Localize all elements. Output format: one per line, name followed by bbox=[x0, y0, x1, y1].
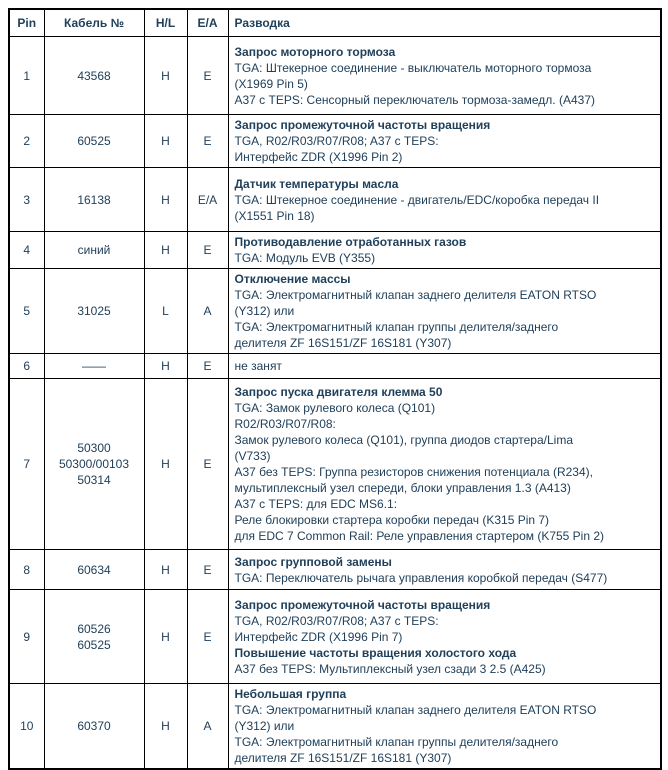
table-row bbox=[9, 379, 661, 550]
cable-number: 50314 bbox=[77, 473, 111, 487]
wiring-line: для EDC 7 Common Rail: Реле управления стартером (K755 Pin 2) bbox=[234, 529, 605, 543]
hl-cell: H bbox=[144, 168, 187, 232]
pin-cell: 1 bbox=[9, 37, 44, 115]
cable-cell bbox=[44, 232, 144, 269]
wiring-heading: Запрос пуска двигателя клемма 50 bbox=[234, 385, 443, 399]
hl-cell: H bbox=[144, 550, 187, 590]
table-row bbox=[9, 684, 661, 770]
wiring-heading: Запрос моторного тормоза bbox=[234, 44, 396, 59]
table-row bbox=[9, 37, 661, 115]
wiring-line: (X1969 Pin 5) bbox=[234, 76, 308, 91]
wiring-line: TGA: Электромагнитный клапан заднего делителя EATON RTSO bbox=[234, 288, 597, 302]
wiring-line: TGA: Замок рулевого колеса (Q101) bbox=[234, 401, 436, 415]
wiring-cell bbox=[228, 269, 661, 354]
wiring-line: TGA: Переключатель рычага управления коробкой передач (S477) bbox=[234, 570, 608, 585]
wiring-line: TGA: Штекерное соединение - выключатель моторного тормоза bbox=[234, 60, 592, 75]
pin-cell: 6 bbox=[9, 354, 44, 379]
wiring-line: A37 без TEPS: Группа резисторов снижения потенциала (R234), bbox=[234, 465, 593, 479]
ea-cell: A bbox=[187, 269, 228, 354]
wiring-heading: Датчик температуры масла bbox=[234, 176, 399, 191]
header-hl: H/L bbox=[144, 9, 187, 37]
pin-cell: 4 bbox=[9, 232, 44, 269]
hl-cell: H bbox=[144, 115, 187, 168]
cable-number: 16138 bbox=[77, 192, 111, 207]
wiring-heading: Отключение массы bbox=[234, 272, 351, 286]
wiring-line: R02/R03/R07/R08: bbox=[234, 417, 336, 431]
cable-cell bbox=[44, 37, 144, 115]
wiring-cell bbox=[228, 37, 661, 115]
cable-cell bbox=[44, 590, 144, 684]
header-cable: Кабель № bbox=[44, 9, 144, 37]
cable-cell bbox=[44, 684, 144, 770]
pin-cell: 2 bbox=[9, 115, 44, 168]
header-wiring: Разводка bbox=[228, 9, 661, 37]
cable-number: 60634 bbox=[77, 562, 111, 577]
ea-cell: A bbox=[187, 684, 228, 770]
wiring-cell bbox=[228, 354, 661, 379]
pin-cell: 5 bbox=[9, 269, 44, 354]
wiring-line: TGA, R02/R03/R07/R08; A37 с TEPS: bbox=[234, 134, 439, 148]
hl-cell: H bbox=[144, 684, 187, 770]
wiring-heading: Запрос промежуточной частоты вращения bbox=[234, 597, 491, 612]
pin-cell: 10 bbox=[9, 684, 44, 770]
header-ea: E/A bbox=[187, 9, 228, 37]
ea-cell: E bbox=[187, 37, 228, 115]
wiring-cell bbox=[228, 168, 661, 232]
wiring-heading: Запрос групповой замены bbox=[234, 554, 392, 569]
cable-number: 60525 bbox=[77, 637, 111, 652]
wiring-line: A37 с TEPS: Сенсорный переключатель тормоза-замедл. (A437) bbox=[234, 92, 595, 107]
ea-cell: E bbox=[187, 232, 228, 269]
cable-cell bbox=[44, 269, 144, 354]
cable-number: 31025 bbox=[77, 304, 111, 318]
cable-number: 60525 bbox=[77, 134, 111, 148]
table-row bbox=[9, 232, 661, 269]
ea-cell: E bbox=[187, 115, 228, 168]
hl-cell: L bbox=[144, 269, 187, 354]
wiring-line: (V733) bbox=[234, 449, 271, 463]
wiring-cell bbox=[228, 550, 661, 590]
wiring-line: Интерфейс ZDR (X1996 Pin 7) bbox=[234, 629, 403, 644]
wiring-line: мультиплексный узел спереди, блоки управления 1.3 (A413) bbox=[234, 481, 571, 495]
header-row bbox=[9, 9, 661, 37]
wiring-cell bbox=[228, 232, 661, 269]
cable-number: 50300/00103 bbox=[58, 457, 130, 471]
cable-cell bbox=[44, 168, 144, 232]
table-row bbox=[9, 354, 661, 379]
hl-cell: H bbox=[144, 379, 187, 550]
ea-cell: E/A bbox=[187, 168, 228, 232]
wiring-heading: Запрос промежуточной частоты вращения bbox=[234, 118, 491, 132]
wiring-line: A37 с TEPS: для EDC MS6.1: bbox=[234, 497, 398, 511]
cable-cell bbox=[44, 550, 144, 590]
wiring-line: Интерфейс ZDR (X1996 Pin 2) bbox=[234, 150, 403, 164]
wiring-line: Реле блокировки стартера коробки передач (K315 Pin 7) bbox=[234, 513, 550, 527]
cable-number: 50300 bbox=[77, 441, 111, 455]
wiring-line: TGA: Штекерное соединение - двигатель/EDC/коробка передач II bbox=[234, 192, 600, 207]
hl-cell: H bbox=[144, 37, 187, 115]
wiring-heading: Повышение частоты вращения холостого хода bbox=[234, 645, 517, 660]
wiring-line: (X1551 Pin 18) bbox=[234, 208, 315, 223]
header-pin: Pin bbox=[9, 9, 44, 37]
pin-cell: 9 bbox=[9, 590, 44, 684]
ea-cell: E bbox=[187, 379, 228, 550]
wiring-line: TGA: Электромагнитный клапан группы делителя/заднего bbox=[234, 735, 559, 749]
wiring-line: делителя ZF 16S151/ZF 16S181 (Y307) bbox=[234, 336, 452, 350]
pin-cell: 3 bbox=[9, 168, 44, 232]
wiring-cell bbox=[228, 590, 661, 684]
wiring-line: TGA, R02/R03/R07/R08; A37 с TEPS: bbox=[234, 613, 439, 628]
wiring-heading: Противодавление отработанных газов bbox=[234, 235, 467, 249]
wiring-line: TGA: Электромагнитный клапан группы делителя/заднего bbox=[234, 320, 559, 334]
cable-number: —— bbox=[82, 359, 106, 373]
wiring-line: (Y312) или bbox=[234, 304, 295, 318]
cable-cell bbox=[44, 354, 144, 379]
table-row bbox=[9, 550, 661, 590]
table-row bbox=[9, 168, 661, 232]
cable-number: 43568 bbox=[77, 68, 111, 83]
ea-cell: E bbox=[187, 590, 228, 684]
cable-cell bbox=[44, 115, 144, 168]
wiring-line: (Y312) или bbox=[234, 719, 295, 733]
pin-cell: 7 bbox=[9, 379, 44, 550]
wiring-heading: Небольшая группа bbox=[234, 687, 347, 701]
wiring-line: делителя ZF 16S151/ZF 16S181 (Y307) bbox=[234, 751, 452, 765]
cable-cell bbox=[44, 379, 144, 550]
hl-cell: H bbox=[144, 232, 187, 269]
pin-cell: 8 bbox=[9, 550, 44, 590]
table-row bbox=[9, 590, 661, 684]
ea-cell: E bbox=[187, 550, 228, 590]
hl-cell: H bbox=[144, 354, 187, 379]
wiring-line: TGA: Электромагнитный клапан заднего делителя EATON RTSO bbox=[234, 703, 597, 717]
hl-cell: H bbox=[144, 590, 187, 684]
wiring-cell bbox=[228, 115, 661, 168]
pin-assignment-table bbox=[8, 8, 662, 770]
wiring-line: не занят bbox=[234, 359, 282, 373]
wiring-cell bbox=[228, 379, 661, 550]
cable-number: 60370 bbox=[77, 719, 111, 733]
ea-cell: E bbox=[187, 354, 228, 379]
wiring-line: Замок рулевого колеса (Q101), группа диодов стартера/Lima bbox=[234, 433, 574, 447]
wiring-line: TGA: Модуль EVB (Y355) bbox=[234, 251, 376, 265]
cable-number: 60526 bbox=[77, 621, 111, 636]
table-row bbox=[9, 269, 661, 354]
table-row bbox=[9, 115, 661, 168]
wiring-cell bbox=[228, 684, 661, 770]
wiring-line: A37 без TEPS: Мультиплексный узел сзади 3 2.5 (A425) bbox=[234, 661, 546, 676]
cable-number: синий bbox=[77, 243, 111, 257]
